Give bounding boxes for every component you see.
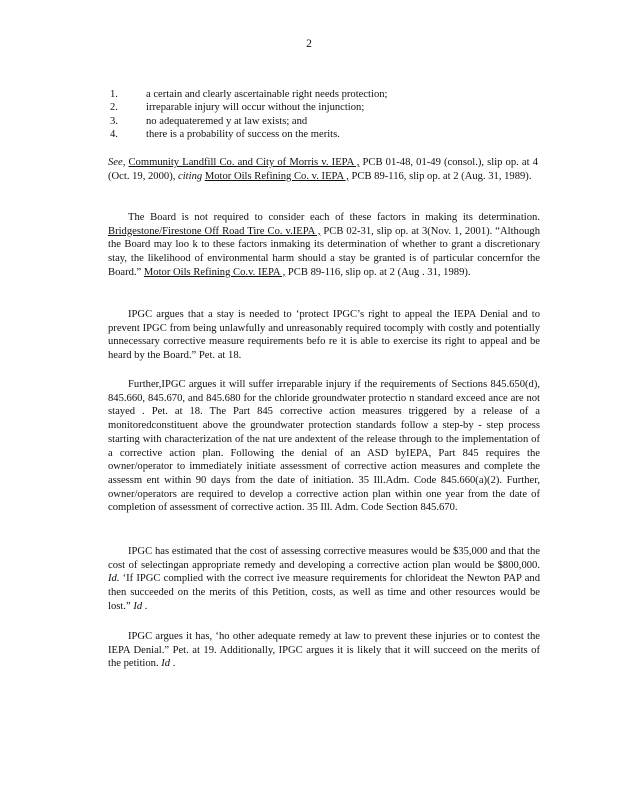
citing-signal: citing xyxy=(178,170,203,182)
paragraph-text: IPGC argues that a stay is needed to ‘protect IPGC’s right to appeal the IEPA Denial and to prevent IPGC from being unlawfully and unreasonably required tocomply with costly and potentially unnecessary corrective measure requirements befo re it is able to exercise its right to appeal and be heard by the Board.” Pet. at 18. xyxy=(108,309,540,362)
paragraph-text: ‘If IPGC complied with the correct ive measure requirements for chlorideat the Newton PAP and then succeeded on the merits of this Petition, costs, as well as time and other resources would be lost.” xyxy=(108,573,540,612)
id-citation: Id xyxy=(133,600,143,612)
id-citation: Id xyxy=(161,658,171,670)
list-text: irreparable injury will occur without the injunction; xyxy=(146,102,365,114)
see-signal: See, xyxy=(108,157,126,168)
list-item xyxy=(110,115,530,128)
case-name: Motor Oils Refining Co. v. IEPA , xyxy=(204,170,349,182)
paragraph-text: . xyxy=(142,600,148,612)
paragraph-no-remedy xyxy=(108,630,540,671)
list-item xyxy=(110,128,530,141)
paragraph-board-factors xyxy=(108,211,540,280)
paragraph-text: Further,IPGC argues it will suffer irreparable injury if the requirements of Sections 845.650(d), 845.660, 845.670, and 845.680 for the chloride groundwater protectio n standard exceed ance are not stayed . Pet. at 18. The Part 845 corrective action measures triggered by a release of a monitoredconstituent above the groundwater protection standards follow a step-by - step process starting with characterization of the nat ure andextent of the release through to the implementation of a corrective action plan. Following the denial of an ASD byIEPA, Part 845 requires the owner/operator to immediately initiate assessment of corrective action measures and complete the assessm ent within 90 days from the date of initiation. 35 Ill.Adm. Code 845.660(a)(2). Further, owner/operators are required to develop a corrective action plan within one year from the date of completion of assessment of corrective action. 35 Ill. Adm. Code Section 845.670. xyxy=(108,379,540,514)
paragraph-text: PCB 02-31, slip op. at 3(Nov. 1, 2001). “Although the Board may loo k to these factors inmaking its determination of whether to grant a discretionary stay, the likelihood of environmental harm should a stay be granted is of particular concernfor the Board.” xyxy=(108,225,541,278)
list-number: 3. xyxy=(110,115,118,127)
paragraph-text: IPGC has estimated that the cost of assessing corrective measures would be $35,000 and that the cost of selectingan appropriate remedy and developing a corrective action plan would be $800,000. xyxy=(108,546,540,571)
list-item xyxy=(110,101,530,114)
case-name: Bridgestone/Firestone Off Road Tire Co. v.IEPA , xyxy=(108,225,321,237)
factor-list xyxy=(110,88,530,142)
list-number: 1. xyxy=(110,89,118,100)
id-citation: Id. xyxy=(108,573,120,585)
list-text: there is a probability of success on the merits. xyxy=(146,129,340,141)
paragraph-text: The Board is not required to consider each of these factors in making its determination. xyxy=(128,212,540,223)
list-number: 2. xyxy=(110,102,118,114)
page-number: 2 xyxy=(306,38,312,50)
paragraph-irreparable-injury xyxy=(108,378,540,515)
citation-text: PCB 89-116, slip op. at 2 (Aug. 31, 1989). xyxy=(348,170,532,182)
case-name: Motor Oils Refining Co.v. IEPA , xyxy=(143,266,286,278)
citation-paragraph xyxy=(108,156,538,183)
list-text: no adequateremed y at law exists; and xyxy=(146,115,308,127)
paragraph-text: IPGC argues it has, ‘ho other adequate remedy at law to prevent these injuries or to contest the IEPA Denial.” Pet. at 19. Additionally, IPGC argues it is likely that it will succeed on the merits of the petition. xyxy=(108,631,540,670)
list-text: a certain and clearly ascertainable right needs protection; xyxy=(146,89,388,100)
case-name: Community Landfill Co. and City of Morris v. IEPA , xyxy=(128,157,360,168)
paragraph-text: PCB 89-116, slip op. at 2 (Aug . 31, 1989). xyxy=(285,266,471,278)
paragraph-cost-estimate xyxy=(108,545,540,614)
citation-text: PCB 01-48, 01-49 (consol.), slip op. at 4 (Oct. 19, 2000), xyxy=(108,157,538,182)
list-number: 4. xyxy=(110,129,118,141)
paragraph-text: . xyxy=(170,658,176,670)
list-item xyxy=(110,88,530,101)
paragraph-stay-needed xyxy=(108,308,540,363)
